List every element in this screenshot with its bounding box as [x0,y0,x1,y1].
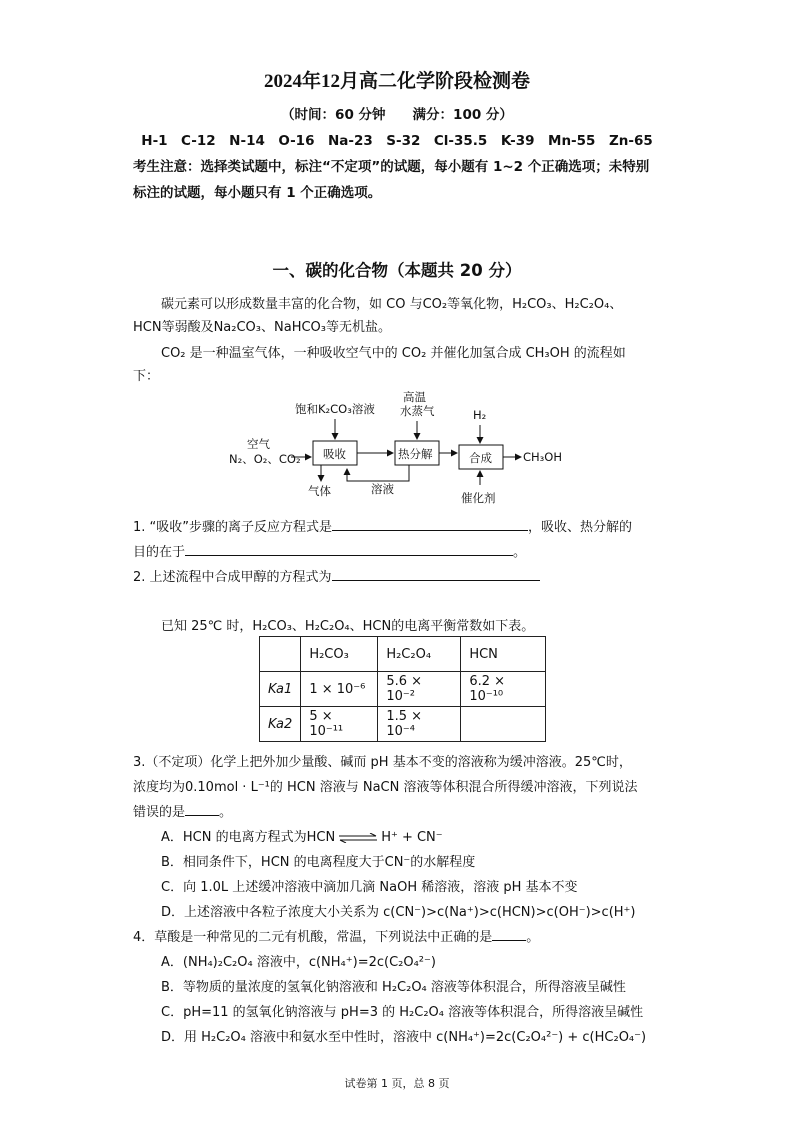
cell-ka1-h2co3: 1 × 10⁻⁶ [301,672,378,707]
cell-ka1-hcn: 6.2 × 10⁻¹⁰ [461,672,546,707]
q3-option-d: D．上述溶液中各粒子浓度大小关系为 c(CN⁻)>c(Na⁺)>c(HCN)>c(OH⁻)>c(H⁺) [161,905,636,920]
intro-line-2: HCN等弱酸及Na₂CO₃、NaHCO₃等无机盐。 [133,320,391,335]
question-3-line-2: 浓度均为0.10mol · L⁻¹的 HCN 溶液与 NaCN 溶液等体积混合所得缓冲溶液，下列说法 [133,780,638,795]
cell-ka2-h2co3: 5 × 10⁻¹¹ [301,707,378,742]
q3-option-a [161,826,443,845]
reversible-arrow-icon [338,833,378,843]
q3-answer-blank[interactable] [185,802,219,816]
q3-option-a-ions: H⁺ + CN⁻ [381,830,443,845]
q2-answer-blank[interactable] [332,567,540,581]
exam-title: 2024年12月高二化学阶段检测卷 [263,71,530,92]
q2-text: 2. 上述流程中合成甲醇的方程式为 [133,570,332,585]
q1-text-d: 。 [513,545,527,560]
q4-option-d: D．用 H₂C₂O₄ 溶液中和氨水至中性时，溶液中 c(NH₄⁺)=2c(C₂O₄²⁻) + c(HC₂O₄⁻) [161,1030,647,1045]
q1-answer-blank-2[interactable] [185,542,513,556]
q4-text-a: 4．草酸是一种常见的二元有机酸，常温，下列说法中正确的是 [133,930,493,945]
q3-option-b: B．相同条件下，HCN 的电离程度大于CN⁻的水解程度 [161,855,476,870]
table-corner-cell [260,637,301,672]
page-footer: 试卷第 1 页，总 8 页 [344,1077,450,1090]
time-info: （时间：60 分钟 满分：100 分） [281,107,513,123]
synthesis-box-label: 合成 [469,451,492,465]
steam-label-1: 高温 [403,390,426,404]
reagent-label: 饱和K₂CO₃溶液 [295,402,375,416]
header-h2co3: H₂CO₃ [301,637,378,672]
input-gases-label: N₂、O₂、CO₂ [229,452,301,466]
section-title: 一、碳的化合物（本题共 20 分） [272,261,522,280]
catalyst-label: 催化剂 [461,491,496,505]
row-label-ka1: Ka1 [260,672,301,707]
question-4-stem [133,926,539,945]
q3-text-b: 。 [219,805,233,820]
question-1-line-1 [133,516,632,535]
decomposition-box-label: 热分解 [398,447,433,461]
table-row-ka1 [260,672,546,707]
question-1-line-2 [133,541,526,560]
intro-line-1: 碳元素可以形成数量丰富的化合物，如 CO 与CO₂等氧化物，H₂CO₃、H₂C₂O₄、 [161,297,623,312]
question-2 [133,566,540,585]
notice-line-1: 考生注意：选择类试题中，标注“不定项”的试题，每小题有 1~2 个正确选项；未特别 [133,159,650,175]
q3-text-a: 错误的是 [133,805,186,820]
recycle-label: 溶液 [371,482,394,496]
table-row-ka2 [260,707,546,742]
question-3-line-1: 3.（不定项）化学上把外加少量酸、碱而 pH 基本不变的溶液称为缓冲溶液。25℃时， [133,755,632,770]
ionization-constant-table [259,636,546,742]
absorb-box-label: 吸收 [323,447,346,461]
q1-text-c: 目的在于 [133,545,186,560]
q3-option-a-text: A．HCN 的电离方程式为HCN [161,830,336,845]
product-label: CH₃OH [523,450,562,464]
row-label-ka2: Ka2 [260,707,301,742]
process-flow-diagram [225,385,570,510]
q1-answer-blank-1[interactable] [332,517,528,531]
cell-ka2-hcn [461,707,546,742]
header-hcn: HCN [461,637,546,672]
q3-option-c: C．向 1.0L 上述缓冲溶液中滴加几滴 NaOH 稀溶液，溶液 pH 基本不变 [161,880,578,895]
intro-line-4: 下： [133,369,160,384]
q4-option-c: C．pH=11 的氢氧化钠溶液与 pH=3 的 H₂C₂O₄ 溶液等体积混合，所得溶液呈碱性 [161,1005,644,1020]
intro-line-3: CO₂ 是一种温室气体，一种吸收空气中的 CO₂ 并催化加氢合成 CH₃OH 的流程如 [161,346,626,361]
table-intro: 已知 25℃ 时，H₂CO₃、H₂C₂O₄、HCN的电离平衡常数如下表。 [161,619,535,634]
cell-ka1-h2c2o4: 5.6 × 10⁻² [378,672,461,707]
q1-text-b: ，吸收、热分解的 [528,520,633,535]
atomic-masses: H-1 C-12 N-14 O-16 Na-23 S-32 Cl-35.5 K-39 Mn-55 Zn-65 [141,133,653,149]
steam-label-2: 水蒸气 [400,404,435,418]
header-h2c2o4: H₂C₂O₄ [378,637,461,672]
q4-option-a: A．(NH₄)₂C₂O₄ 溶液中，c(NH₄⁺)=2c(C₂O₄²⁻) [161,955,436,970]
gas-out-label: 气体 [308,484,331,498]
q1-text-a: 1. “吸收”步骤的离子反应方程式是 [133,520,333,535]
question-3-line-3 [133,801,232,820]
notice-line-2: 标注的试题，每小题只有 1 个正确选项。 [133,185,382,201]
h2-label: H₂ [473,408,487,422]
input-air-label: 空气 [247,437,270,451]
recycle-line [347,465,409,481]
q4-option-b: B．等物质的量浓度的氢氧化钠溶液和 H₂C₂O₄ 溶液等体积混合，所得溶液呈碱性 [161,980,626,995]
table-header-row [260,637,546,672]
cell-ka2-h2c2o4: 1.5 × 10⁻⁴ [378,707,461,742]
q4-text-b: 。 [526,930,540,945]
q4-answer-blank[interactable] [492,927,526,941]
